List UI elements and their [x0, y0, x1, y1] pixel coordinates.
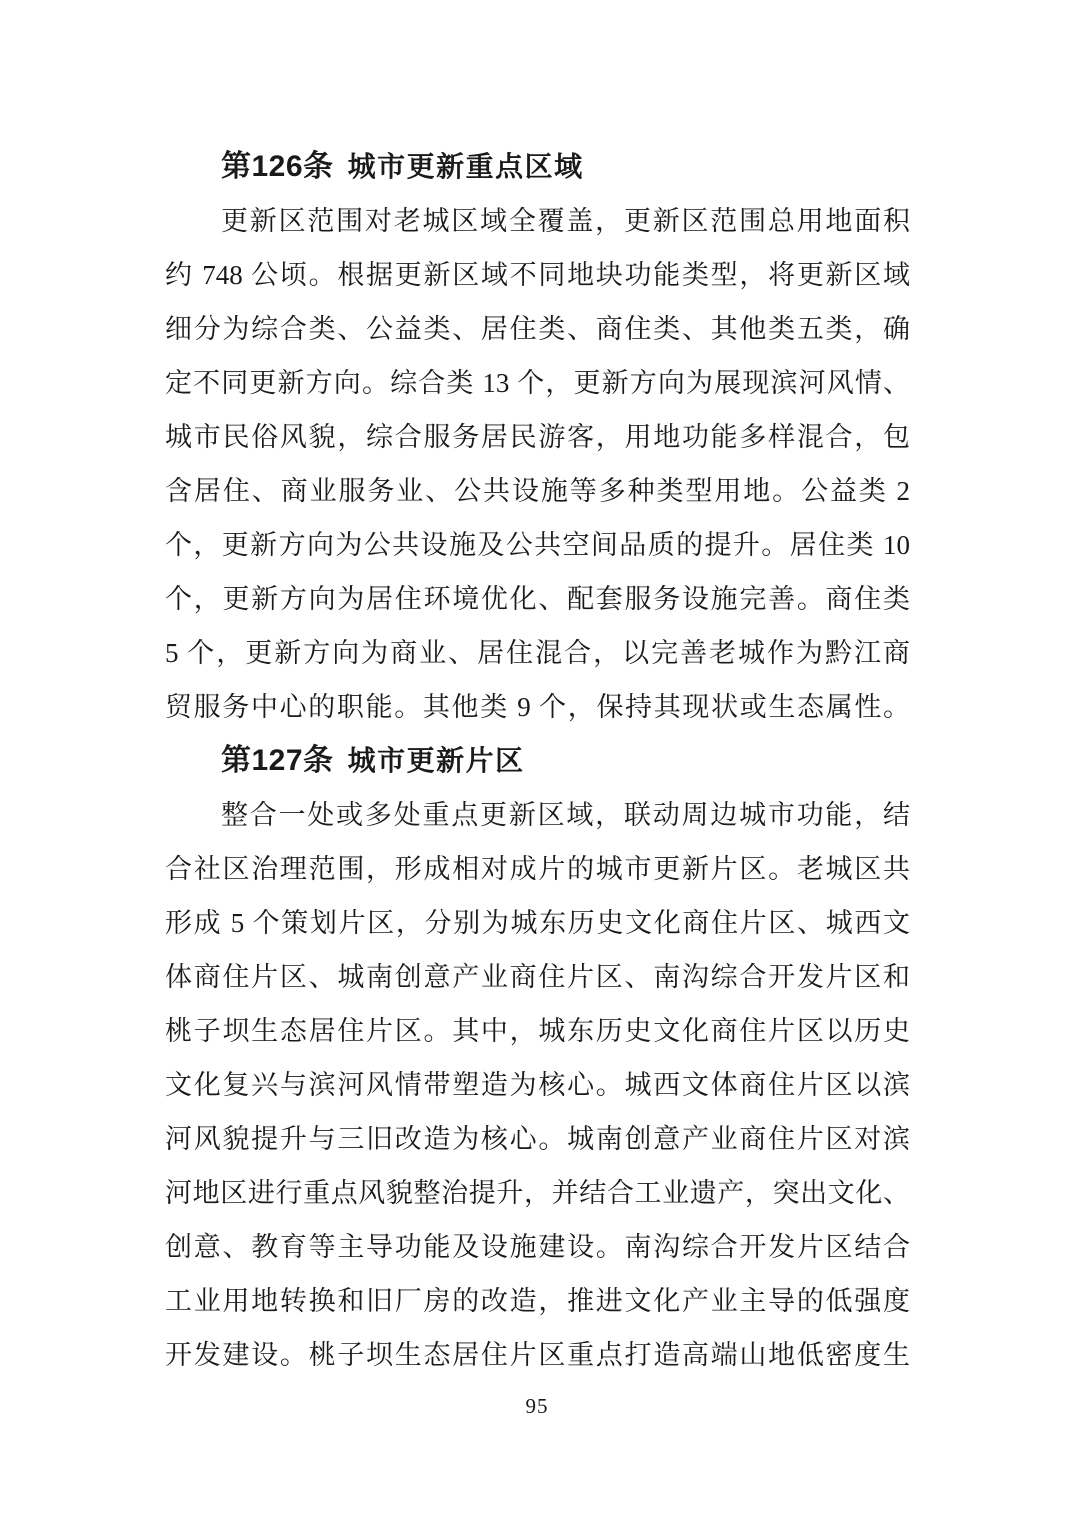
body-line: 河风貌提升与三旧改造为核心。城南创意产业商住片区对滨	[165, 1124, 910, 1154]
body-line: 5 个，更新方向为商业、居住混合，以完善老城作为黔江商	[165, 638, 910, 668]
body-line: 约 748 公顷。根据更新区域不同地块功能类型，将更新区域	[165, 260, 910, 290]
body-line: 桃子坝生态居住片区。其中，城东历史文化商住片区以历史	[165, 1016, 910, 1046]
article-127-heading	[165, 734, 910, 788]
body-line: 河地区进行重点风貌整治提升，并结合工业遗产，突出文化、	[165, 1178, 910, 1208]
article-127-number: 第127条	[221, 744, 334, 777]
body-line: 更新区范围对老城区域全覆盖，更新区范围总用地面积	[221, 206, 910, 236]
article-126-number: 第126条	[221, 150, 334, 183]
body-line: 细分为综合类、公益类、居住类、商住类、其他类五类，确	[165, 314, 910, 344]
section-article-126	[165, 140, 910, 734]
article-126-title: 城市更新重点区域	[347, 152, 584, 183]
body-line: 合社区治理范围，形成相对成片的城市更新片区。老城区共	[165, 854, 910, 884]
body-line: 个，更新方向为居住环境优化、配套服务设施完善。商住类	[165, 584, 910, 614]
article-126-heading	[165, 140, 910, 194]
page-footer	[0, 1394, 1074, 1419]
page-content	[165, 140, 910, 1382]
body-line: 创意、教育等主导功能及设施建设。南沟综合开发片区结合	[165, 1232, 910, 1262]
body-line: 含居住、商业服务业、公共设施等多种类型用地。公益类 2	[165, 476, 910, 506]
body-line: 定不同更新方向。综合类 13 个，更新方向为展现滨河风情、	[165, 368, 910, 398]
body-line: 工业用地转换和旧厂房的改造，推进文化产业主导的低强度	[165, 1286, 910, 1316]
article-127-title: 城市更新片区	[347, 746, 525, 777]
body-line: 体商住片区、城南创意产业商住片区、南沟综合开发片区和	[165, 962, 910, 992]
page-number: 95	[525, 1394, 549, 1418]
body-line: 贸服务中心的职能。其他类 9 个，保持其现状或生态属性。	[165, 692, 910, 722]
body-line: 开发建设。桃子坝生态居住片区重点打造高端山地低密度生	[165, 1340, 910, 1370]
body-line: 文化复兴与滨河风情带塑造为核心。城西文体商住片区以滨	[165, 1070, 910, 1100]
section-article-127	[165, 734, 910, 1382]
body-line: 城市民俗风貌，综合服务居民游客，用地功能多样混合，包	[165, 422, 910, 452]
body-line: 形成 5 个策划片区，分别为城东历史文化商住片区、城西文	[165, 908, 910, 938]
body-line: 整合一处或多处重点更新区域，联动周边城市功能，结	[221, 800, 910, 830]
body-line: 个，更新方向为公共设施及公共空间品质的提升。居住类 10	[165, 530, 910, 560]
